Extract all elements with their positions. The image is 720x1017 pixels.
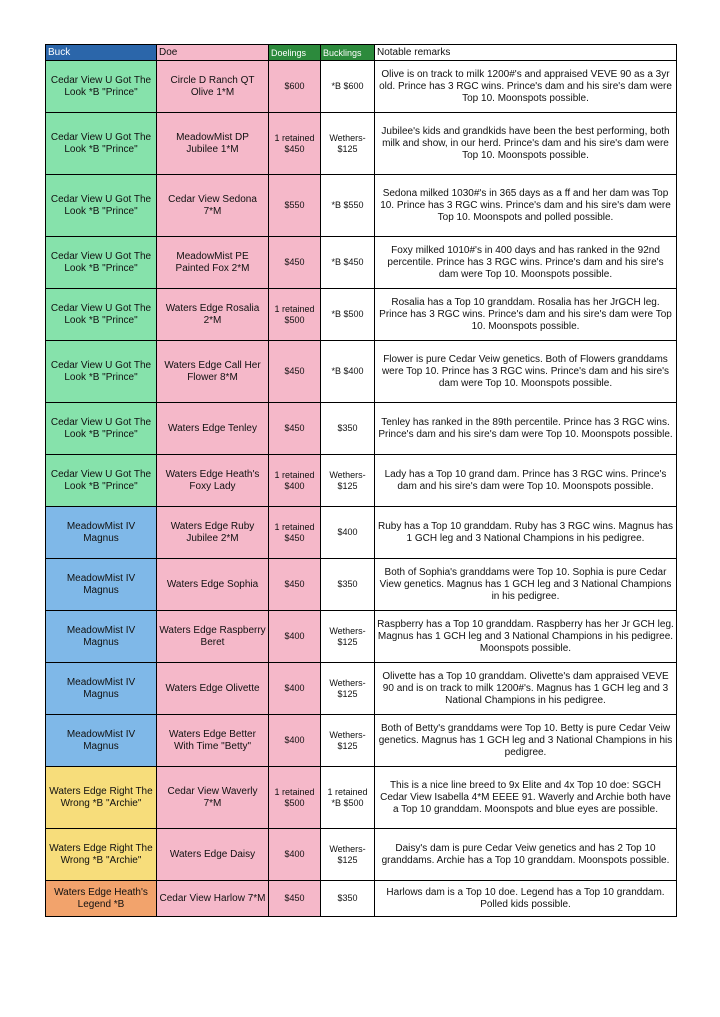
remarks-cell: Rosalia has a Top 10 granddam. Rosalia has her JrGCH leg. Prince has 3 RGC wins. Prince's dam and his sire's dam were Top 10. Moonspots possible. — [375, 289, 677, 341]
remarks-cell: Both of Sophia's granddams were Top 10. Sophia is pure Cedar View genetics. Magnus has 1 GCH leg and 3 National Champions in his pedigree. — [375, 559, 677, 611]
buck-cell: Cedar View U Got The Look *B "Prince" — [46, 175, 157, 237]
doe-cell: Waters Edge Sophia — [157, 559, 269, 611]
remarks-cell: Daisy's dam is pure Cedar Veiw genetics and has 2 Top 10 granddams. Archie has a Top 10 granddam. Moonspots possible. — [375, 829, 677, 881]
table-row — [46, 175, 677, 237]
remarks-cell: Harlows dam is a Top 10 doe. Legend has a Top 10 granddam. Polled kids possible. — [375, 881, 677, 917]
buck-cell: Cedar View U Got The Look *B "Prince" — [46, 237, 157, 289]
bucklings-cell: $350 — [321, 559, 375, 611]
doelings-cell: $550 — [269, 175, 321, 237]
buck-cell: Cedar View U Got The Look *B "Prince" — [46, 61, 157, 113]
table-row — [46, 237, 677, 289]
doelings-cell: 1 retained $500 — [269, 767, 321, 829]
doelings-cell: 1 retained $400 — [269, 455, 321, 507]
table-row — [46, 341, 677, 403]
table-row — [46, 829, 677, 881]
remarks-cell: This is a nice line breed to 9x Elite and 4x Top 10 doe: SGCH Cedar View Isabella 4*M EEEE 91. Waverly and Archie both have a Top 10 granddam. Moonspots and blue eyes are possible. — [375, 767, 677, 829]
doe-cell: Waters Edge Daisy — [157, 829, 269, 881]
table-row — [46, 881, 677, 917]
buck-cell: MeadowMist IV Magnus — [46, 663, 157, 715]
table-row — [46, 767, 677, 829]
buck-cell: MeadowMist IV Magnus — [46, 507, 157, 559]
header-remarks: Notable remarks — [375, 45, 677, 61]
remarks-cell: Jubilee's kids and grandkids have been the best performing, both milk and show, in our herd. Prince's dam and his sire's dam were Top 10. Moonspots possible. — [375, 113, 677, 175]
doelings-cell: 1 retained $450 — [269, 113, 321, 175]
bucklings-cell: Wethers- $125 — [321, 663, 375, 715]
bucklings-cell: $350 — [321, 881, 375, 917]
doelings-cell: $450 — [269, 559, 321, 611]
doe-cell: Cedar View Harlow 7*M — [157, 881, 269, 917]
table-row — [46, 715, 677, 767]
buck-cell: Cedar View U Got The Look *B "Prince" — [46, 289, 157, 341]
buck-cell: Cedar View U Got The Look *B "Prince" — [46, 403, 157, 455]
bucklings-cell: Wethers- $125 — [321, 113, 375, 175]
bucklings-cell: *B $600 — [321, 61, 375, 113]
doelings-cell: $450 — [269, 341, 321, 403]
bucklings-cell: *B $400 — [321, 341, 375, 403]
bucklings-cell: Wethers- $125 — [321, 829, 375, 881]
remarks-cell: Sedona milked 1030#'s in 365 days as a ff and her dam was Top 10. Prince has 3 RGC wins. Prince's dam and his sire's dam were Top 10. Moonspots and polled possible. — [375, 175, 677, 237]
doelings-cell: $400 — [269, 663, 321, 715]
doelings-cell: $400 — [269, 611, 321, 663]
table-row — [46, 663, 677, 715]
remarks-cell: Foxy milked 1010#'s in 400 days and has ranked in the 92nd percentile. Prince has 3 RGC wins. Prince's dam and his sire's dam were Top 10. Moonspots possible. — [375, 237, 677, 289]
doelings-cell: $400 — [269, 715, 321, 767]
buck-cell: Cedar View U Got The Look *B "Prince" — [46, 455, 157, 507]
header-row — [46, 45, 677, 61]
buck-cell: Waters Edge Right The Wrong *B "Archie" — [46, 829, 157, 881]
doe-cell: Waters Edge Rosalia 2*M — [157, 289, 269, 341]
doe-cell: Cedar View Waverly 7*M — [157, 767, 269, 829]
doe-cell: Waters Edge Ruby Jubilee 2*M — [157, 507, 269, 559]
doelings-cell: 1 retained $450 — [269, 507, 321, 559]
table-row — [46, 113, 677, 175]
doe-cell: Cedar View Sedona 7*M — [157, 175, 269, 237]
header-bucklings: Bucklings — [321, 45, 375, 61]
bucklings-cell: 1 retained *B $500 — [321, 767, 375, 829]
bucklings-cell: $400 — [321, 507, 375, 559]
bucklings-cell: Wethers- $125 — [321, 715, 375, 767]
doelings-cell: 1 retained $500 — [269, 289, 321, 341]
table-row — [46, 455, 677, 507]
buck-cell: Waters Edge Heath's Legend *B — [46, 881, 157, 917]
buck-cell: MeadowMist IV Magnus — [46, 559, 157, 611]
doe-cell: Waters Edge Heath's Foxy Lady — [157, 455, 269, 507]
remarks-cell: Both of Betty's granddams were Top 10. Betty is pure Cedar Veiw genetics. Magnus has 1 GCH leg and 3 National Champions in his pedigree. — [375, 715, 677, 767]
doelings-cell: $450 — [269, 881, 321, 917]
header-buck: Buck — [46, 45, 157, 61]
buck-cell: Cedar View U Got The Look *B "Prince" — [46, 341, 157, 403]
header-doe: Doe — [157, 45, 269, 61]
doe-cell: Waters Edge Raspberry Beret — [157, 611, 269, 663]
remarks-cell: Raspberry has a Top 10 granddam. Raspberry has her Jr GCH leg. Magnus has 1 GCH leg and 3 National Champions in his pedigree. Moonspots possible. — [375, 611, 677, 663]
bucklings-cell: *B $550 — [321, 175, 375, 237]
remarks-cell: Lady has a Top 10 grand dam. Prince has 3 RGC wins. Prince's dam and his sire's dam were Top 10. Moonspots possible. — [375, 455, 677, 507]
doe-cell: MeadowMist PE Painted Fox 2*M — [157, 237, 269, 289]
table-row — [46, 403, 677, 455]
doe-cell: Waters Edge Call Her Flower 8*M — [157, 341, 269, 403]
buck-cell: Waters Edge Right The Wrong *B "Archie" — [46, 767, 157, 829]
remarks-cell: Olive is on track to milk 1200#'s and appraised VEVE 90 as a 3yr old. Prince has 3 RGC wins. Prince's dam and his sire's dam were Top 10. Moonspots possible. — [375, 61, 677, 113]
bucklings-cell: $350 — [321, 403, 375, 455]
bucklings-cell: *B $450 — [321, 237, 375, 289]
doe-cell: MeadowMist DP Jubilee 1*M — [157, 113, 269, 175]
table-row — [46, 507, 677, 559]
buck-cell: MeadowMist IV Magnus — [46, 611, 157, 663]
bucklings-cell: *B $500 — [321, 289, 375, 341]
buck-cell: MeadowMist IV Magnus — [46, 715, 157, 767]
remarks-cell: Flower is pure Cedar Veiw genetics. Both of Flowers granddams were Top 10. Prince has 3 RGC wins. Prince's dam and his sire's dam were Top 10. Moonspots possible. — [375, 341, 677, 403]
bucklings-cell: Wethers- $125 — [321, 611, 375, 663]
doe-cell: Waters Edge Olivette — [157, 663, 269, 715]
doelings-cell: $450 — [269, 237, 321, 289]
buck-cell: Cedar View U Got The Look *B "Prince" — [46, 113, 157, 175]
table-row — [46, 289, 677, 341]
table-row — [46, 61, 677, 113]
remarks-cell: Tenley has ranked in the 89th percentile. Prince has 3 RGC wins. Prince's dam and his sire's dam were Top 10. Moonspots possible. — [375, 403, 677, 455]
doe-cell: Waters Edge Better With Time "Betty" — [157, 715, 269, 767]
doe-cell: Waters Edge Tenley — [157, 403, 269, 455]
header-doelings: Doelings — [269, 45, 321, 61]
doelings-cell: $400 — [269, 829, 321, 881]
table-row — [46, 611, 677, 663]
table-row — [46, 559, 677, 611]
bucklings-cell: Wethers- $125 — [321, 455, 375, 507]
remarks-cell: Ruby has a Top 10 granddam. Ruby has 3 RGC wins. Magnus has 1 GCH leg and 3 National Champions in his pedigree. — [375, 507, 677, 559]
doelings-cell: $450 — [269, 403, 321, 455]
breeding-table — [45, 44, 677, 917]
doelings-cell: $600 — [269, 61, 321, 113]
doe-cell: Circle D Ranch QT Olive 1*M — [157, 61, 269, 113]
remarks-cell: Olivette has a Top 10 granddam. Olivette's dam appraised VEVE 90 and is on track to milk 1200#'s. Magnus has 1 GCH leg and 3 National Champions in his pedigree. — [375, 663, 677, 715]
